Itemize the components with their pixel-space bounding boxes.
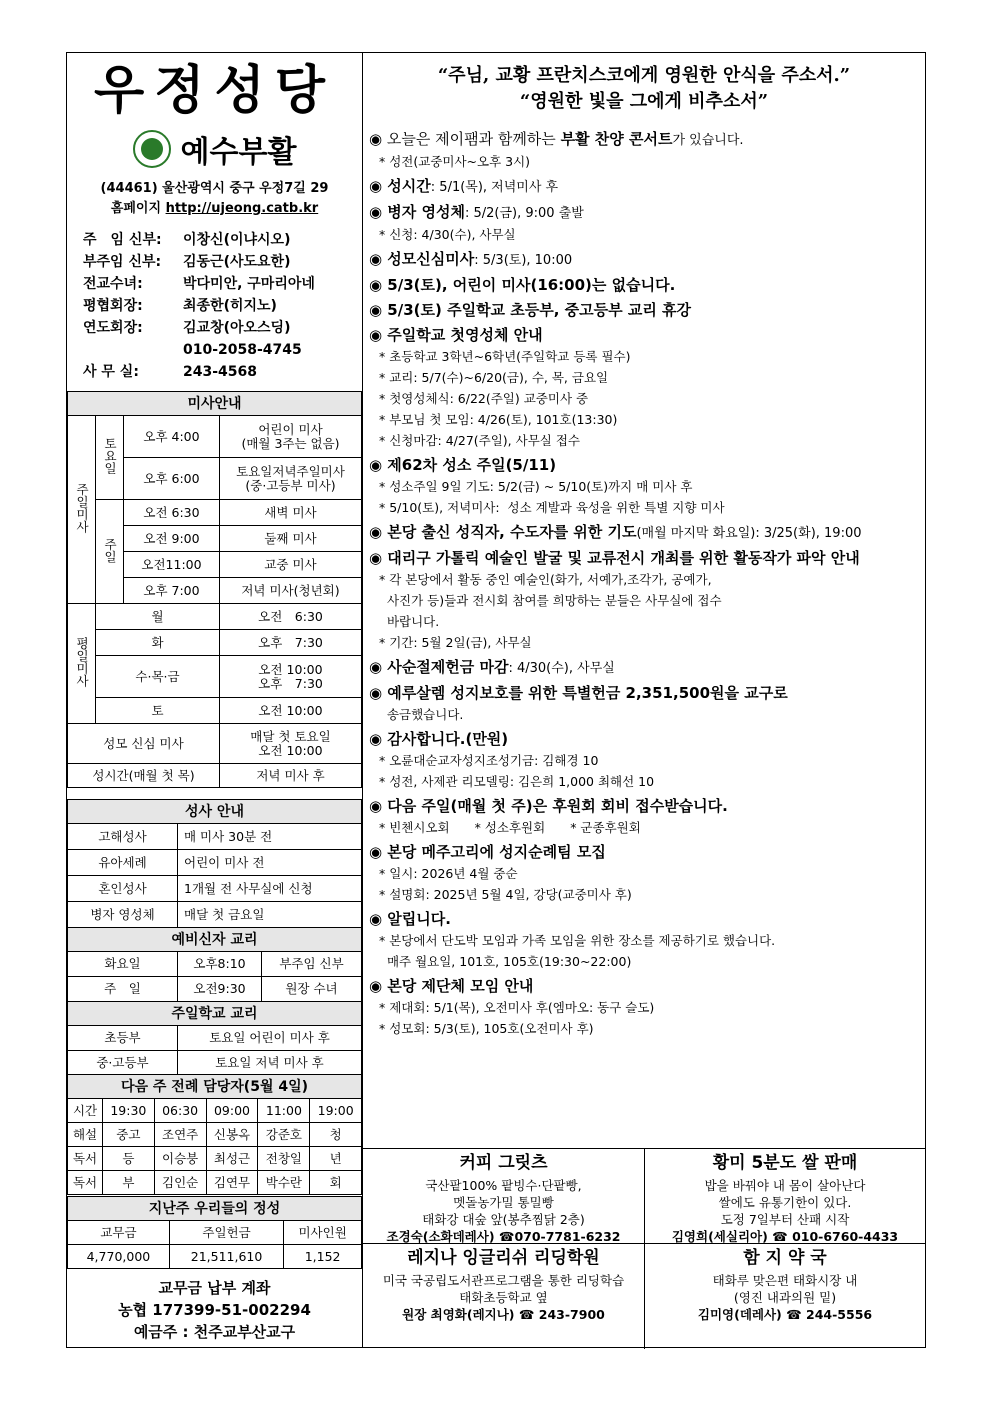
notice-title: ◉ 사순절제헌금 마감 xyxy=(369,658,509,676)
sacrament-info: 어린이 미사 전 xyxy=(178,850,362,876)
notice-title: ◉ 감사합니다.(만원) xyxy=(369,730,509,748)
sacrament-name: 혼인성사 xyxy=(68,876,178,902)
notice-subitem: * 설명회: 2025년 5월 4일, 강당(교중미사 후) xyxy=(379,887,632,902)
duty-row xyxy=(68,1171,362,1195)
duty-head-cell: 06:30 xyxy=(154,1099,206,1123)
sacrament-name: 병자 영성체 xyxy=(68,902,178,928)
staff-role: 주 임 신부: xyxy=(83,232,162,248)
staff-name: 박다미안, 구마리아네 xyxy=(183,276,315,292)
staff-role: 연도회장: xyxy=(83,320,143,336)
notice-item xyxy=(369,455,925,476)
account-number: 농협 177399-51-002294 xyxy=(118,1301,311,1319)
ad-contact: 김미영(데레사) ☎ 244-5556 xyxy=(697,1307,873,1322)
right-column xyxy=(363,53,925,1347)
notice-item xyxy=(369,202,925,224)
catechumen-table xyxy=(67,927,362,1002)
quote-line-1: “주님, 교황 프란치스코에게 영원한 안식을 주소서.” xyxy=(437,65,851,86)
notice-item xyxy=(369,522,925,544)
notice-item xyxy=(369,729,925,750)
notice-subitem: * 본당에서 단도박 모임과 가족 모임을 위한 장소를 제공하기로 했습니다. xyxy=(379,933,776,948)
mass-time: 오전 10:00 오후 7:30 xyxy=(220,656,362,698)
notice-item xyxy=(369,176,925,198)
sunday-school-title: 주일학교 교리 xyxy=(68,1002,362,1026)
holy-hour-time: 저녁 미사 후 xyxy=(220,764,362,788)
quote-line-2: “영원한 빛을 그에게 비추소서” xyxy=(519,91,769,112)
holy-hour-label: 성시간(매월 첫 목) xyxy=(68,764,220,788)
mass-time: 오전 9:00 xyxy=(124,526,220,552)
sacrament-info: 1개월 전 사무실에 신청 xyxy=(178,876,362,902)
notice-detail: 가 있습니다. xyxy=(672,133,744,148)
ad-line: 도정 7일부터 산패 시작 xyxy=(720,1212,850,1227)
church-title: 우정성당 xyxy=(94,60,335,121)
notice-subitem: * 성모회: 5/3(토), 105호(오전미사 후) xyxy=(379,1021,594,1036)
catech-day: 화요일 xyxy=(68,952,178,977)
notice-subitem: * 신청: 4/30(수), 사무실 xyxy=(379,227,516,242)
mary-mass-time: 매달 첫 토요일 오전 10:00 xyxy=(220,724,362,764)
notice-item xyxy=(369,796,925,817)
ad-title: 커피 그릿츠 xyxy=(459,1153,548,1173)
notice-item xyxy=(369,683,925,704)
notice-item xyxy=(369,249,925,271)
notice-title: ◉ 본당 메주고리에 성지순례팀 모집 xyxy=(369,843,606,861)
duty-row xyxy=(68,1123,362,1147)
notice-item xyxy=(369,129,925,151)
offering-value: 4,770,000 xyxy=(68,1245,170,1269)
staff-role: 부주임 신부: xyxy=(83,254,162,270)
ad-line: 미국 국공립도서관프로그램을 통한 리딩학습 xyxy=(382,1273,625,1288)
offering-table xyxy=(67,1196,362,1269)
duty-cell: 등 xyxy=(103,1147,155,1171)
mass-time: 오후 4:00 xyxy=(124,416,220,458)
catechumen-title: 예비신자 교리 xyxy=(68,928,362,952)
ad-line: 태화루 맞은편 태화시장 내 xyxy=(712,1273,858,1288)
duty-cell: 독서 xyxy=(68,1147,103,1171)
weekday: 수·목·금 xyxy=(96,656,220,698)
duty-row xyxy=(68,1147,362,1171)
ad-line: 국산팥100% 팥빙수·단팥빵, xyxy=(425,1178,582,1193)
catech-day: 주 일 xyxy=(68,977,178,1002)
notice-title: ◉ 알립니다. xyxy=(369,910,451,928)
duty-cell: 해설 xyxy=(68,1123,103,1147)
notice-detail: : 5/3(토), 10:00 xyxy=(474,253,573,268)
duty-cell: 강준호 xyxy=(258,1123,310,1147)
duty-cell: 년 xyxy=(310,1147,362,1171)
notice-detail: (매월 마지막 화요일): 3/25(화), 19:00 xyxy=(636,526,862,541)
season-row xyxy=(67,127,362,171)
staff-list xyxy=(67,219,362,383)
notice-item xyxy=(369,300,925,321)
homepage-label: 홈페이지 xyxy=(110,201,162,216)
school-time: 토요일 저녁 미사 후 xyxy=(178,1051,362,1076)
notice-subitem: * 5/10(토), 저녁미사: 성소 계발과 육성을 위한 특별 지향 미사 xyxy=(379,500,725,515)
duty-cell: 박수란 xyxy=(258,1171,310,1195)
duty-head-cell: 11:00 xyxy=(258,1099,310,1123)
duty-cell: 중고 xyxy=(103,1123,155,1147)
notice-title: ◉ 성모신심미사 xyxy=(369,250,475,268)
notice-subitem: * 부모님 첫 모임: 4/26(토), 101호(13:30) xyxy=(379,412,618,427)
staff-role: 평협회장: xyxy=(83,298,143,314)
notice-subitem: 사진가 등)들과 전시회 참여를 희망하는 분들은 사무실에 접수 xyxy=(379,593,722,608)
ad-pharmacy xyxy=(645,1243,925,1349)
staff-row xyxy=(83,295,362,317)
account-box xyxy=(67,1277,362,1343)
mass-desc: 새벽 미사 xyxy=(220,500,362,526)
mass-desc: 어린이 미사 (매월 3주는 없음) xyxy=(220,416,362,458)
notice-item xyxy=(369,842,925,863)
ad-line: 태화초등학교 옆 xyxy=(459,1290,548,1305)
ad-line: 밥을 바꿔야 내 몸이 살아난다 xyxy=(704,1178,866,1193)
notice-item xyxy=(369,976,925,997)
notice-subitem: 바랍니다. xyxy=(379,614,440,629)
sunday-label: 주일 xyxy=(96,500,124,604)
offering-head: 교무금 xyxy=(68,1221,170,1245)
mary-mass-label: 성모 신심 미사 xyxy=(68,724,220,764)
offering-value: 1,152 xyxy=(284,1245,362,1269)
mass-time: 오후 7:00 xyxy=(124,578,220,604)
ads-section xyxy=(363,1148,925,1349)
sacrament-name: 고해성사 xyxy=(68,824,178,850)
staff-role: 전교수녀: xyxy=(83,276,143,292)
ad-line: 멧돌농가밀 통밀빵 xyxy=(453,1195,554,1210)
homepage-link[interactable]: http://ujeong.catb.kr xyxy=(165,201,319,216)
ad-title: 함 지 약 국 xyxy=(743,1248,827,1268)
notice-subitem: * 성소주일 9일 기도: 5/2(금) ~ 5/10(토)까지 매 미사 후 xyxy=(379,479,693,494)
notice-title: ◉ 본당 제단체 모임 안내 xyxy=(369,977,534,995)
duty-cell: 독서 xyxy=(68,1171,103,1195)
liturgy-duty-table xyxy=(67,1074,362,1195)
season-title: 예수부활 xyxy=(180,135,297,170)
notice-title: ◉ 대리구 가톨릭 예술인 발굴 및 교류전시 개최를 위한 활동작가 파악 안내 xyxy=(369,549,860,567)
notice-title: 부활 찬양 콘서트 xyxy=(560,130,673,148)
mass-time: 오전11:00 xyxy=(124,552,220,578)
duty-cell: 부 xyxy=(103,1171,155,1195)
duty-head-cell: 시간 xyxy=(68,1099,103,1123)
school-time: 토요일 어린이 미사 후 xyxy=(178,1026,362,1051)
weekday: 월 xyxy=(96,604,220,630)
duty-cell: 김연무 xyxy=(206,1171,258,1195)
notice-subitem: * 교리: 5/7(수)~6/20(금), 수, 목, 금요일 xyxy=(379,370,609,385)
catech-teacher: 부주임 신부 xyxy=(262,952,362,977)
notice-subitem: * 빈첸시오회 * 성소후원회 * 군종후원회 xyxy=(379,820,641,835)
mass-time: 오전 6:30 xyxy=(124,500,220,526)
church-logo-icon xyxy=(133,130,171,168)
offering-title: 지난주 우리들의 정성 xyxy=(68,1197,362,1221)
notice-detail: : 5/1(목), 저녁미사 후 xyxy=(430,180,559,195)
ad-contact: 원장 최영화(레지나) ☎ 243-7900 xyxy=(402,1307,605,1322)
staff-name: 243-4568 xyxy=(183,364,257,380)
staff-row xyxy=(83,339,362,361)
notice-subitem: * 성전(교중미사~오후 3시) xyxy=(379,154,531,169)
ad-contact: 김영희(세실리아) ☎ 010-6760-4433 xyxy=(671,1229,899,1244)
duty-cell: 김인순 xyxy=(154,1171,206,1195)
notice-subitem: * 초등학교 3학년~6학년(주일학교 등록 필수) xyxy=(379,349,631,364)
staff-row xyxy=(83,361,362,383)
mass-desc: 교중 미사 xyxy=(220,552,362,578)
duty-cell: 조연주 xyxy=(154,1123,206,1147)
ad-line: 쌀에도 유통기한이 있다. xyxy=(718,1195,852,1210)
notice-item xyxy=(369,275,925,296)
duty-head-cell: 19:00 xyxy=(310,1099,362,1123)
weekday: 화 xyxy=(96,630,220,656)
ad-coffee xyxy=(363,1148,645,1243)
ad-rice xyxy=(645,1148,925,1243)
mass-time: 오전 6:30 xyxy=(220,604,362,630)
notice-item xyxy=(369,325,925,346)
staff-name: 이창신(이냐시오) xyxy=(183,232,291,248)
notice-title: ◉ 5/3(토) 주일학교 초등부, 중고등부 교리 휴강 xyxy=(369,301,692,319)
offering-value: 21,511,610 xyxy=(169,1245,283,1269)
left-column xyxy=(67,53,363,1347)
mass-desc: 저녁 미사(청년회) xyxy=(220,578,362,604)
sunday-mass-group: 주일미사 xyxy=(68,416,96,604)
duty-title: 다음 주 전례 담당자(5월 4일) xyxy=(68,1075,362,1099)
duty-cell: 회 xyxy=(310,1171,362,1195)
notice-detail: : 4/30(수), 사무실 xyxy=(508,661,615,676)
notice-title: ◉ 제62차 성소 주일(5/11) xyxy=(369,456,557,474)
ad-academy xyxy=(363,1243,645,1349)
sacrament-info: 매달 첫 금요일 xyxy=(178,902,362,928)
sacrament-title: 성사 안내 xyxy=(68,800,362,824)
school-group: 초등부 xyxy=(68,1026,178,1051)
notice-subitem: * 첫영성체식: 6/22(주일) 교중미사 중 xyxy=(379,391,589,406)
catech-time: 오전9:30 xyxy=(178,977,262,1002)
notice-title: ◉ 성시간 xyxy=(369,177,431,195)
staff-name: 최종한(히지노) xyxy=(183,298,277,314)
notice-subitem: * 성전, 사제관 리모델링: 김은희 1,000 최해선 10 xyxy=(379,774,655,789)
address: (44461) 울산광역시 중구 우정7길 29 xyxy=(100,181,329,196)
notice-list xyxy=(363,115,925,1039)
staff-name: 김동근(사도요한) xyxy=(183,254,291,270)
staff-row xyxy=(83,273,362,295)
mass-time: 오후 7:30 xyxy=(220,630,362,656)
weekday-mass-group: 평일미사 xyxy=(68,604,96,724)
mass-desc: 토요일저녁주일미사 (중·고등부 미사) xyxy=(220,458,362,500)
mass-table xyxy=(67,391,362,788)
ad-title: 황미 5분도 쌀 판매 xyxy=(712,1153,858,1173)
duty-head-cell: 09:00 xyxy=(206,1099,258,1123)
staff-row xyxy=(83,317,362,339)
notice-item xyxy=(369,657,925,679)
sacrament-table xyxy=(67,799,362,928)
school-group: 중·고등부 xyxy=(68,1051,178,1076)
ad-contact: 조경숙(소화데레사) ☎070-7781-6232 xyxy=(386,1229,621,1244)
notice-title: ◉ 5/3(토), 어린이 미사(16:00)는 없습니다. xyxy=(369,276,676,294)
notice-subitem: * 신청마감: 4/27(주일), 사무실 접수 xyxy=(379,433,580,448)
saturday-label: 토요일 xyxy=(96,416,124,500)
homepage xyxy=(67,199,362,219)
account-title: 교무금 납부 계좌 xyxy=(158,1279,271,1297)
duty-header-row xyxy=(68,1099,362,1123)
offering-head: 미사인원 xyxy=(284,1221,362,1245)
ad-line: (영진 내과의원 밑) xyxy=(733,1290,837,1305)
ad-line: 태화강 대숲 앞(봉추찜닭 2층) xyxy=(422,1212,585,1227)
catech-teacher: 원장 수녀 xyxy=(262,977,362,1002)
offering-head: 주일헌금 xyxy=(169,1221,283,1245)
mass-title: 미사안내 xyxy=(68,392,362,416)
staff-role: 사 무 실: xyxy=(83,364,139,380)
mass-time: 오전 10:00 xyxy=(220,698,362,724)
staff-role xyxy=(83,339,183,361)
ad-title: 레지나 잉글리쉬 리딩학원 xyxy=(407,1248,600,1268)
weekday: 토 xyxy=(96,698,220,724)
notice-item xyxy=(369,548,925,569)
notice-title: ◉ 주일학교 첫영성체 안내 xyxy=(369,326,543,344)
duty-cell: 청 xyxy=(310,1123,362,1147)
notice-title: ◉ 본당 출신 성직자, 수도자를 위한 기도 xyxy=(369,523,637,541)
notice-title: ◉ 병자 영성체 xyxy=(369,203,465,221)
staff-row xyxy=(83,229,362,251)
sunday-school-table xyxy=(67,1001,362,1076)
memorial-quote xyxy=(363,53,925,115)
duty-cell: 최성근 xyxy=(206,1147,258,1171)
notice-subitem: 송금했습니다. xyxy=(379,707,464,722)
mass-desc: 둘째 미사 xyxy=(220,526,362,552)
notice-subitem: 매주 월요일, 101호, 105호(19:30~22:00) xyxy=(379,954,632,969)
duty-cell: 전창일 xyxy=(258,1147,310,1171)
notice-title: ◉ 다음 주일(매월 첫 주)은 후원회 회비 접수받습니다. xyxy=(369,797,728,815)
staff-row xyxy=(83,251,362,273)
notice-subitem: * 오륜대순교자성지조성기금: 김해경 10 xyxy=(379,753,599,768)
duty-head-cell: 19:30 xyxy=(103,1099,155,1123)
notice-subitem: * 일시: 2026년 4월 중순 xyxy=(379,866,518,881)
duty-cell: 이승붕 xyxy=(154,1147,206,1171)
account-holder: 예금주 : 천주교부산교구 xyxy=(133,1323,296,1341)
notice-subitem: * 각 본당에서 활동 중인 예술인(화가, 서예가,조각가, 공예가, xyxy=(379,572,712,587)
notice-detail: : 5/2(금), 9:00 출발 xyxy=(464,206,584,221)
staff-name: 010-2058-4745 xyxy=(183,342,302,358)
catech-time: 오후8:10 xyxy=(178,952,262,977)
notice-title: ◉ 예루살렘 성지보호를 위한 특별헌금 2,351,500원을 교구로 xyxy=(369,684,788,702)
duty-cell: 신봉옥 xyxy=(206,1123,258,1147)
notice-item xyxy=(369,909,925,930)
notice-subitem: * 제대회: 5/1(목), 오전미사 후(엠마오: 동구 슬도) xyxy=(379,1000,655,1015)
sacrament-info: 매 미사 30분 전 xyxy=(178,824,362,850)
mass-time: 오후 6:00 xyxy=(124,458,220,500)
notice-text: ◉ 오늘은 제이팸과 함께하는 xyxy=(369,130,561,148)
bulletin-frame xyxy=(66,52,926,1348)
staff-name: 김교창(아오스딩) xyxy=(183,320,291,336)
sacrament-name: 유아세례 xyxy=(68,850,178,876)
notice-subitem: * 기간: 5월 2일(금), 사무실 xyxy=(379,635,532,650)
